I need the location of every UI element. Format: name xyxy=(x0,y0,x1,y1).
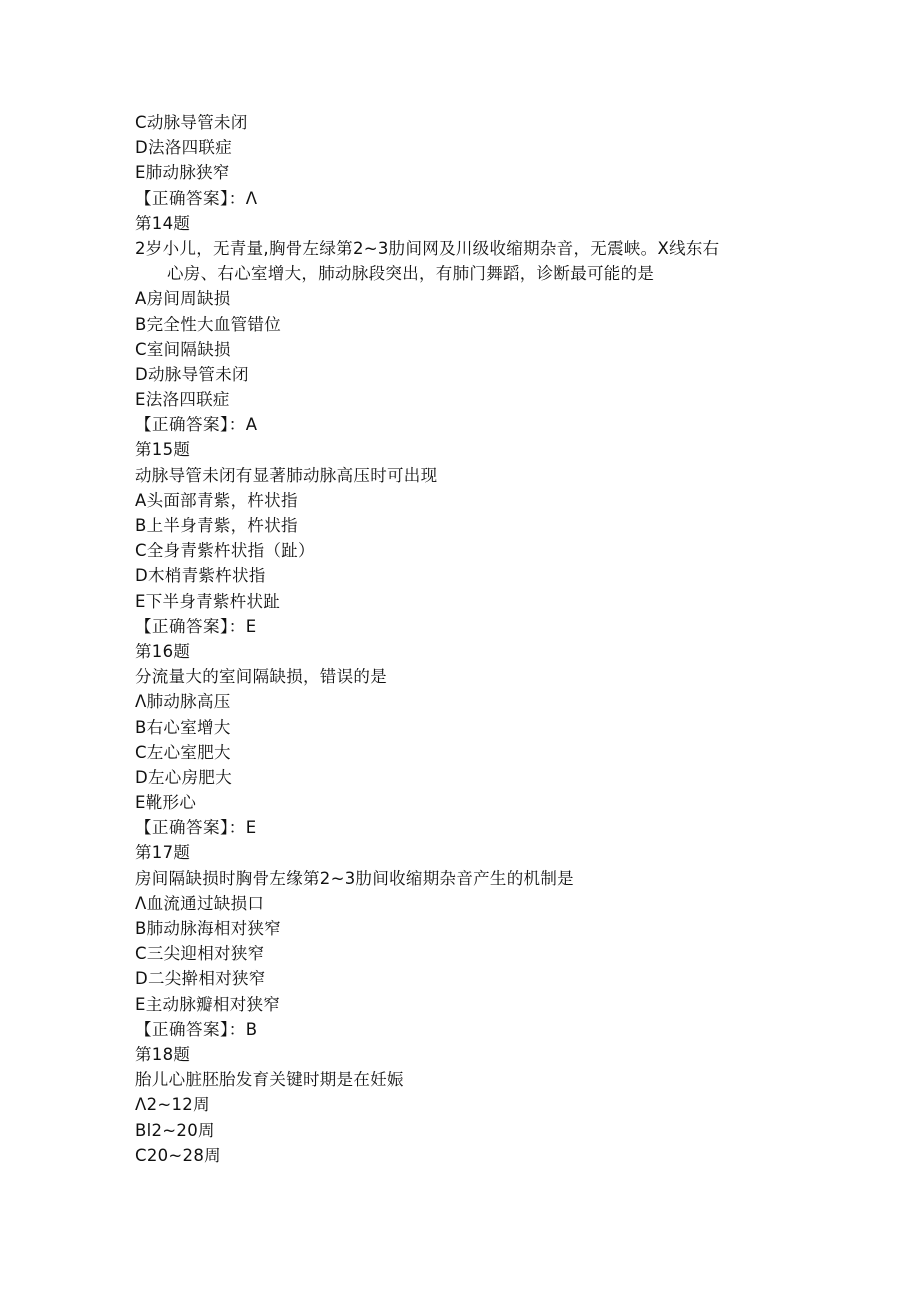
option-line: C左心室肥大 xyxy=(135,742,231,762)
answer-line: 【正确答案】：Λ xyxy=(135,188,258,208)
question-number: 第14题 xyxy=(135,213,191,233)
option-line: Λ肺动脉高压 xyxy=(135,692,231,712)
question-number: 第18题 xyxy=(135,1044,191,1064)
option-line: D左心房肥大 xyxy=(135,767,233,787)
option-line: B上半身青紫，杵状指 xyxy=(135,516,298,535)
question-text: 动脉导管未闭有显著肺动脉高压时可出现 xyxy=(135,465,438,485)
question-number: 第17题 xyxy=(135,843,191,863)
question-number: 第15题 xyxy=(135,440,191,460)
option-line: C三尖迎相对狭窄 xyxy=(135,944,265,964)
option-line: E下半身青紫杵状趾 xyxy=(135,591,281,611)
document-body xyxy=(135,110,795,1168)
question-text: 胎儿心脏胚胎发育关键时期是在妊娠 xyxy=(135,1070,404,1090)
option-line: D木梢青紫杵状指 xyxy=(135,566,266,586)
option-line: C20~28周 xyxy=(135,1145,221,1165)
option-line: E法洛四联症 xyxy=(135,390,230,410)
option-line: C全身青紫杵状指（趾） xyxy=(135,541,315,561)
question-text: 分流量大的室间隔缺损，错误的是 xyxy=(135,667,387,687)
option-line: D动脉导管未闭 xyxy=(135,364,249,384)
answer-line: 【正确答案】：B xyxy=(135,1019,258,1039)
answer-line: 【正确答案】：A xyxy=(135,415,258,435)
option-line: D法洛四联症 xyxy=(135,138,233,158)
answer-line: 【正确答案】：E xyxy=(135,818,257,838)
question-text: 房间隔缺损时胸骨左缘第2~3肋间收缩期杂音产生的机制是 xyxy=(135,868,574,888)
option-line: B肺动脉海相对狭窄 xyxy=(135,919,282,938)
question-number: 第16题 xyxy=(135,641,191,661)
option-line: C动脉导管未闭 xyxy=(135,113,248,132)
option-line: Bl2~20周 xyxy=(135,1120,215,1140)
option-line: E肺动脉狭窄 xyxy=(135,163,230,183)
question-text: 2岁小儿，无青量,胸骨左绿第2~3肋间网及川级收缩期杂音，无震峡。X线东右 xyxy=(135,238,720,258)
option-line: A房间周缺损 xyxy=(135,289,231,309)
option-line: C室间隔缺损 xyxy=(135,339,231,359)
option-line: B右心室增大 xyxy=(135,717,231,737)
option-line: Λ2~12周 xyxy=(135,1095,210,1115)
answer-line: 【正确答案】：E xyxy=(135,616,257,636)
option-line: E主动脉瓣相对狭窄 xyxy=(135,994,281,1014)
option-line: Λ血流通过缺损口 xyxy=(135,893,265,913)
option-line: A头面部青紫，杵状指 xyxy=(135,490,298,510)
option-line: D二尖擀相对狭窄 xyxy=(135,969,266,989)
question-text-continued: 心房、右心室增大，肺动脉段突出，有肺门舞蹈，诊断最可能的是 xyxy=(167,264,655,284)
option-line: B完全性大血管错位 xyxy=(135,314,282,334)
option-line: E靴形心 xyxy=(135,793,197,813)
